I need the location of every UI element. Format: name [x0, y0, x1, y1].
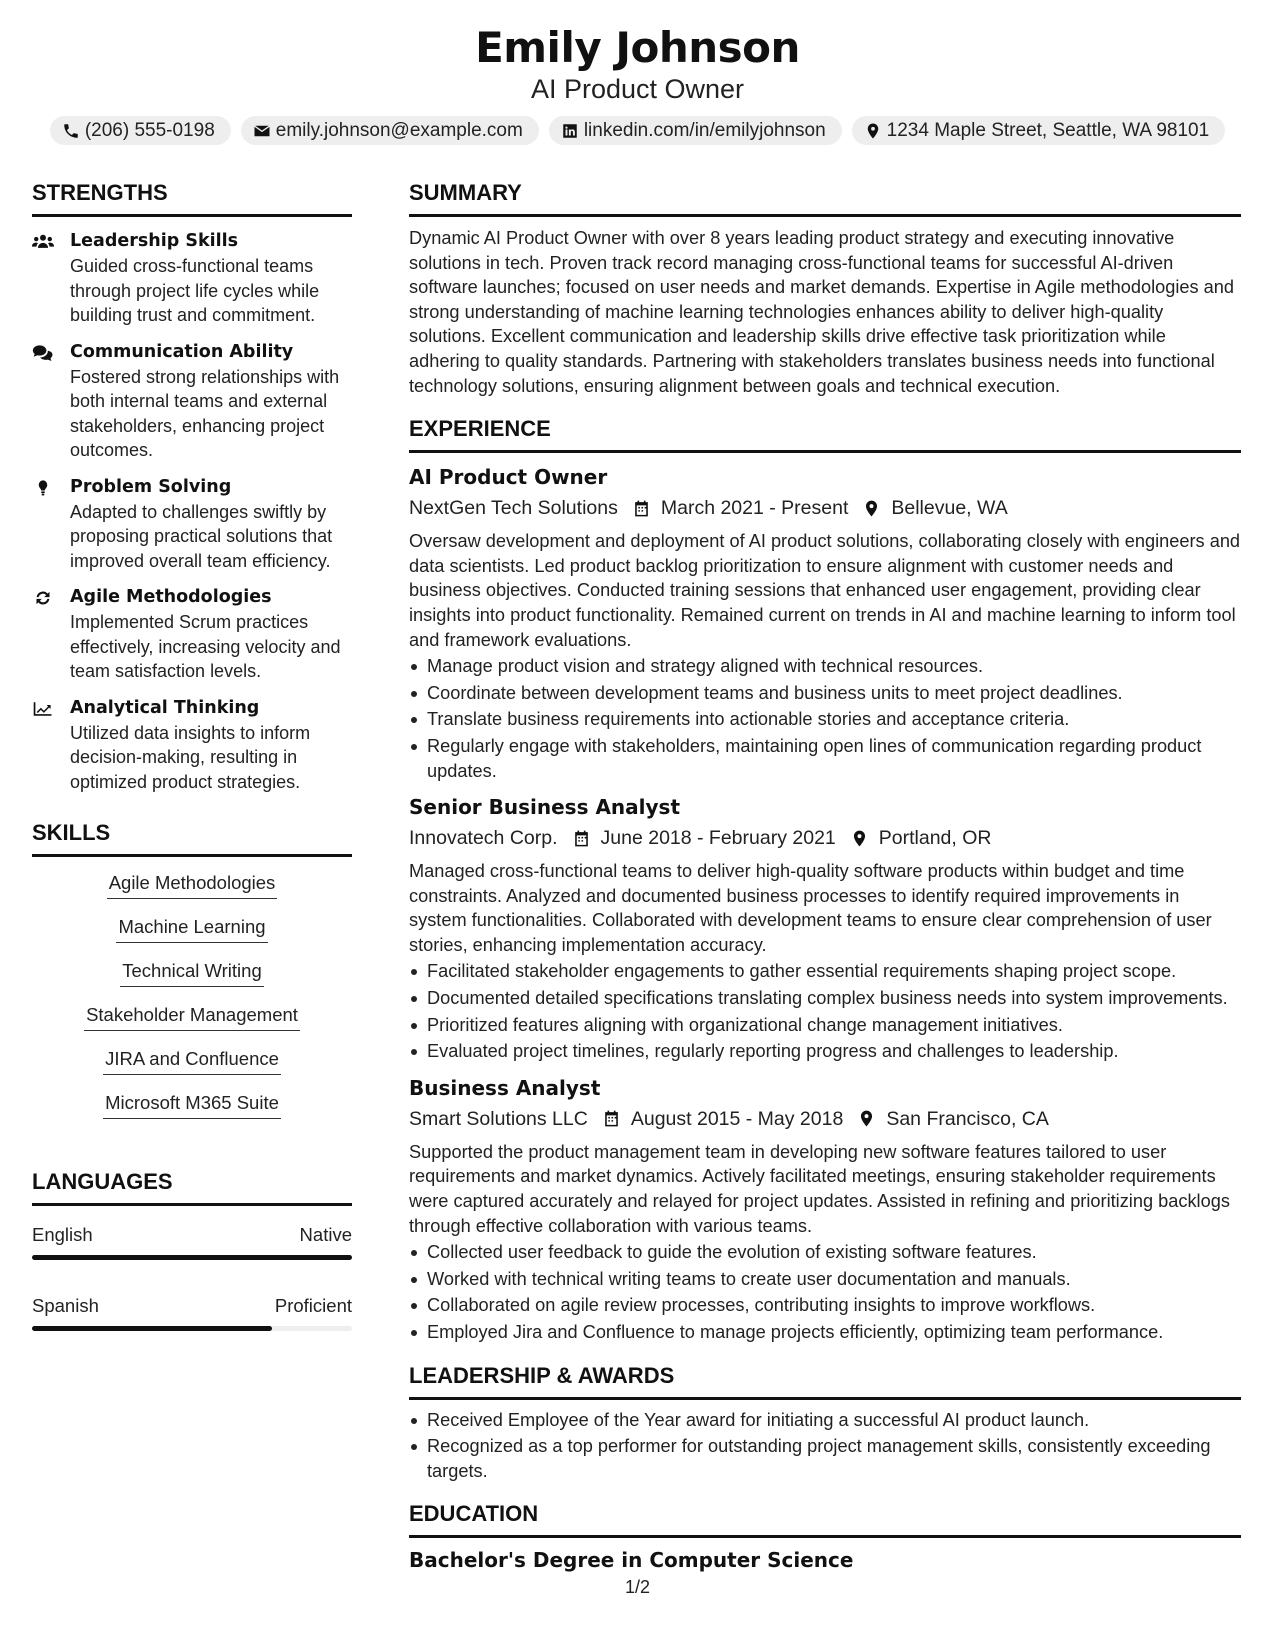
- leadership-bullet: Received Employee of the Year award for initiating a successful AI product launch.: [409, 1408, 1241, 1433]
- language-name: English: [32, 1224, 93, 1245]
- job-location: San Francisco, CA: [886, 1107, 1049, 1130]
- strength-item: [32, 229, 352, 328]
- job-bullet: Regularly engage with stakeholders, maintaining open lines of communication regarding product updates.: [409, 734, 1241, 783]
- skill-item: Microsoft M365 Suite: [103, 1089, 281, 1119]
- language-proficiency-bar: [32, 1326, 352, 1331]
- job-entry: [409, 793, 1241, 1064]
- line-chart-icon: [32, 699, 54, 719]
- strength-item: [32, 696, 352, 795]
- job-title: Business Analyst: [409, 1075, 601, 1100]
- linkedin-icon: [561, 122, 579, 140]
- contact-address-text: 1234 Maple Street, Seattle, WA 98101: [886, 119, 1210, 141]
- map-pin-icon: [862, 499, 881, 518]
- strength-item: [32, 340, 352, 463]
- candidate-name: Emily Johnson: [475, 23, 800, 72]
- calendar-icon: [632, 499, 651, 518]
- job-dates: August 2015 - May 2018: [630, 1107, 844, 1130]
- sync-arrows-icon: [32, 588, 54, 608]
- contact-email-text: emily.johnson@example.com: [275, 119, 523, 141]
- language-proficiency-fill: [32, 1326, 272, 1331]
- leadership-bullets: [409, 1408, 1241, 1484]
- strength-item: [32, 585, 352, 684]
- skill-item: Technical Writing: [120, 957, 264, 987]
- job-bullet: Translate business requirements into actionable stories and acceptance criteria.: [409, 707, 1241, 732]
- chat-bubbles-icon: [32, 343, 54, 363]
- strength-name: Communication Ability: [70, 341, 294, 362]
- users-icon: [32, 232, 54, 252]
- contact-email[interactable]: [241, 116, 539, 145]
- languages-heading: LANGUAGES: [32, 1167, 352, 1206]
- job-bullets: [409, 654, 1241, 783]
- summary-heading: SUMMARY: [409, 178, 1241, 217]
- job-bullets: [409, 1240, 1241, 1344]
- job-bullet: Employed Jira and Confluence to manage projects efficiently, optimizing team performance.: [409, 1320, 1241, 1345]
- job-entry: [409, 1074, 1241, 1345]
- language-item: [32, 1295, 352, 1331]
- contact-phone-text: (206) 555-0198: [84, 119, 215, 141]
- job-entry: [409, 463, 1241, 783]
- strength-description: Adapted to challenges swiftly by proposing practical solutions that improved overall team efficiency.: [70, 501, 333, 571]
- job-title: Senior Business Analyst: [409, 795, 681, 820]
- job-company: Smart Solutions LLC: [409, 1107, 588, 1130]
- language-level: Native: [299, 1224, 352, 1245]
- job-bullet: Prioritized features aligning with organizational change management initiatives.: [409, 1013, 1241, 1038]
- job-company: NextGen Tech Solutions: [409, 497, 618, 520]
- strength-name: Problem Solving: [70, 476, 232, 497]
- calendar-icon: [602, 1109, 621, 1128]
- leadership-heading: LEADERSHIP & AWARDS: [409, 1361, 1241, 1400]
- job-bullet: Worked with technical writing teams to create user documentation and manuals.: [409, 1267, 1241, 1292]
- job-meta: [409, 824, 1241, 852]
- skill-item: Agile Methodologies: [107, 869, 278, 899]
- job-bullet: Coordinate between development teams and business units to meet project deadlines.: [409, 681, 1241, 706]
- contact-linkedin-text: linkedin.com/in/emilyjohnson: [583, 119, 826, 141]
- leadership-bullet: Recognized as a top performer for outstanding project management skills, consistently exceeding targets.: [409, 1434, 1241, 1483]
- language-name: Spanish: [32, 1295, 99, 1316]
- strength-name: Agile Methodologies: [70, 587, 272, 607]
- skills-list: [32, 869, 352, 1133]
- job-dates: March 2021 - Present: [660, 497, 849, 520]
- job-bullets: [409, 959, 1241, 1063]
- job-bullet: Collaborated on agile review processes, contributing insights to improve workflows.: [409, 1293, 1241, 1318]
- calendar-icon: [572, 829, 591, 848]
- map-pin-icon: [857, 1109, 876, 1128]
- right-column: [409, 178, 1241, 1574]
- job-dates: June 2018 - February 2021: [600, 827, 836, 850]
- strength-description: Implemented Scrum practices effectively, increasing velocity and team satisfaction levels.: [70, 612, 341, 681]
- job-location: Bellevue, WA: [891, 497, 1008, 520]
- job-bullet: Evaluated project timelines, regularly reporting progress and challenges to leadership.: [409, 1039, 1241, 1064]
- strength-item: [32, 475, 352, 574]
- left-column: [32, 178, 352, 1331]
- strengths-heading: STRENGTHS: [32, 178, 352, 217]
- language-item: [32, 1224, 352, 1260]
- job-bullet: Collected user feedback to guide the evolution of existing software features.: [409, 1240, 1241, 1265]
- map-pin-icon: [850, 829, 869, 848]
- job-bullet: Manage product vision and strategy aligned with technical resources.: [409, 654, 1241, 679]
- skill-item: Stakeholder Management: [84, 1001, 300, 1031]
- job-company: Innovatech Corp.: [409, 827, 558, 850]
- job-description: Supported the product management team in developing new software features tailored to user requirements and market dynamics. Actively facilitated meetings, ensuring stakeholder requirements were captured accurately and relayed for project updates. Assisted in refining and prioritizing backlogs through effective collaboration with various teams.: [409, 1141, 1230, 1236]
- language-proficiency-fill: [32, 1255, 352, 1260]
- phone-icon: [62, 122, 80, 140]
- language-level: Proficient: [274, 1295, 352, 1316]
- strength-description: Fostered strong relationships with both internal teams and external stakeholders, enhancing project outcomes.: [70, 366, 340, 460]
- contact-phone[interactable]: [50, 116, 231, 145]
- contact-linkedin[interactable]: [549, 116, 842, 145]
- language-proficiency-bar: [32, 1255, 352, 1260]
- job-title: AI Product Owner: [409, 465, 608, 490]
- strength-name: Leadership Skills: [70, 231, 239, 251]
- skill-item: JIRA and Confluence: [103, 1045, 281, 1075]
- map-pin-icon: [864, 122, 882, 140]
- contact-address: [852, 116, 1226, 145]
- job-description: Managed cross-functional teams to deliver high-quality software products within budget and time constraints. Analyzed and documented business processes to identify required improvements in system functionalities. Collaborated with development teams to ensure clear comprehension of user stories, enhancing implementation accuracy.: [409, 861, 1212, 955]
- strength-name: Analytical Thinking: [70, 697, 260, 718]
- resume-header: [0, 22, 1275, 145]
- strength-description: Guided cross-functional teams through project life cycles while building trust and commitment.: [70, 256, 320, 325]
- experience-heading: EXPERIENCE: [409, 414, 1241, 453]
- strength-description: Utilized data insights to inform decision-making, resulting in optimized product strategies.: [70, 722, 311, 792]
- candidate-title: AI Product Owner: [530, 74, 745, 104]
- skills-heading: SKILLS: [32, 818, 352, 857]
- envelope-icon: [253, 122, 271, 140]
- job-meta: [409, 494, 1241, 522]
- contact-bar: [0, 116, 1275, 145]
- skill-item: Machine Learning: [116, 913, 267, 943]
- job-bullet: Facilitated stakeholder engagements to gather essential requirements shaping project scope.: [409, 959, 1241, 984]
- job-meta: [409, 1105, 1241, 1133]
- job-location: Portland, OR: [878, 827, 992, 850]
- job-bullet: Documented detailed specifications translating complex business needs into system improvements.: [409, 986, 1241, 1011]
- education-degree: Bachelor's Degree in Computer Science: [409, 1548, 854, 1573]
- education-heading: EDUCATION: [409, 1499, 1241, 1538]
- job-description: Oversaw development and deployment of AI product solutions, collaborating closely with engineers and data scientists. Led product backlog prioritization to ensure alignment with customer needs and business objectives. Conducted training sessions that enhanced user engagement, providing clear insights into product functionality. Remained current on trends in AI and machine learning to inform tool and framework evaluations.: [409, 531, 1241, 650]
- lightbulb-icon: [32, 478, 54, 498]
- page-number: 1/2: [624, 1577, 651, 1597]
- summary-text: Dynamic AI Product Owner with over 8 years leading product strategy and executing innovative solutions in tech. Proven track record managing cross-functional teams for successful AI-driven software launches; focused on user needs and market demands. Expertise in Agile methodologies and strong understanding of machine learning technologies enhances ability to deliver high-quality solutions. Excellent communication and leadership skills drive effective task prioritization while adhering to quality standards. Partnering with stakeholders translates business needs into functional technology solutions, ensuring alignment between goals and technical execution.: [409, 228, 1234, 396]
